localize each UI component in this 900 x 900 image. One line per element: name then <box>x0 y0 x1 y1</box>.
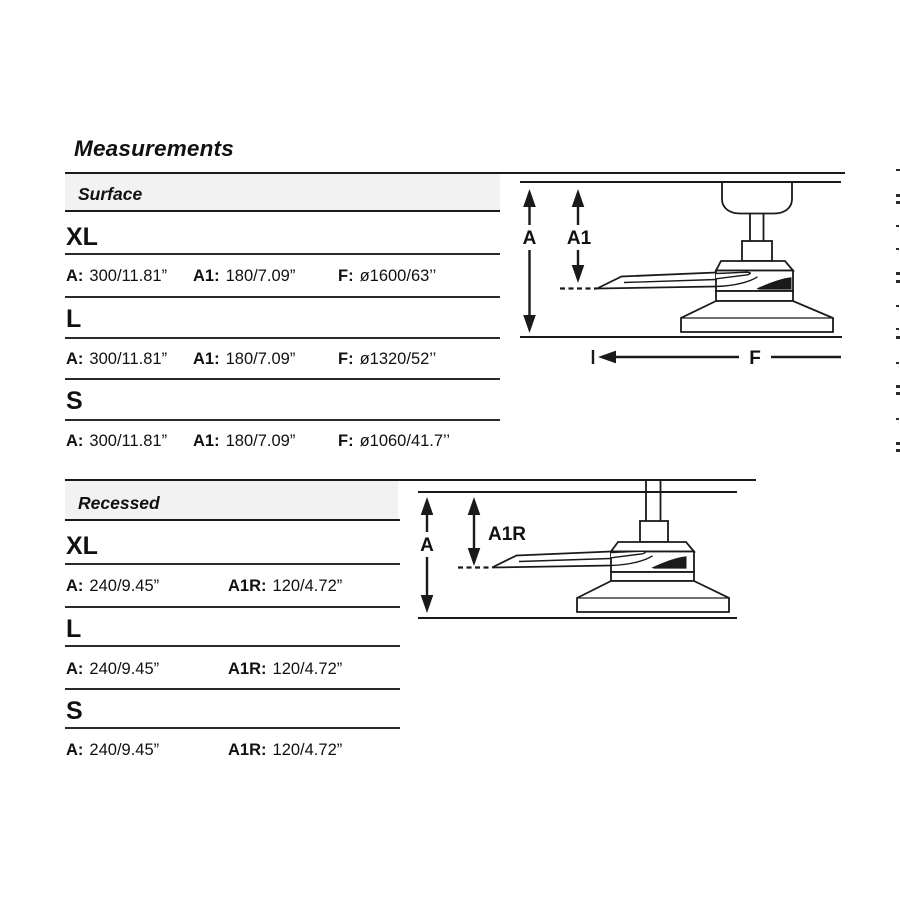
dimension-a <box>523 189 537 333</box>
spec-label: A1R: <box>228 577 267 595</box>
dimension-f <box>593 348 841 369</box>
spec-label: F: <box>338 267 354 285</box>
divider <box>65 688 400 690</box>
surface-header-underline <box>65 210 500 212</box>
size-label-xl: XL <box>66 532 98 560</box>
spec-label: A: <box>66 350 84 368</box>
spec-label: A: <box>66 741 84 759</box>
divider <box>65 419 500 421</box>
spec-value: ø1320/52’’ <box>359 350 437 368</box>
spec-value: 240/9.45” <box>89 741 160 759</box>
spec-value: ø1600/63’’ <box>359 267 437 285</box>
spec-value: 120/4.72” <box>272 577 343 595</box>
diffuser <box>577 581 729 612</box>
arrowhead-down <box>421 595 434 613</box>
spec-label: A1: <box>193 350 220 368</box>
dimension-a1 <box>567 189 592 283</box>
spec-value: 180/7.09” <box>225 267 296 285</box>
spec-value: 180/7.09” <box>225 350 296 368</box>
divider <box>65 606 400 608</box>
divider <box>65 337 500 339</box>
arrowhead-up <box>523 189 536 207</box>
arrowhead-down <box>572 265 585 283</box>
arrowhead-up <box>421 497 434 515</box>
recessed-header-underline <box>65 519 400 521</box>
divider <box>65 727 400 729</box>
arrowhead-left <box>598 351 616 364</box>
arrowhead-down <box>468 548 481 566</box>
spec-label: A1R: <box>228 741 267 759</box>
size-label-s: S <box>66 697 83 725</box>
divider <box>65 253 500 255</box>
dim-label-a1r: A1R <box>488 524 527 545</box>
spec-label: A: <box>66 267 84 285</box>
diffuser <box>681 301 833 332</box>
divider <box>65 563 400 565</box>
spec-value: ø1060/41.7’’ <box>359 432 451 450</box>
dim-label-a: A <box>522 228 537 249</box>
surface-header-label: Surface <box>78 184 143 204</box>
size-label-l: L <box>66 305 82 333</box>
size-label-xl: XL <box>66 223 98 251</box>
arrowhead-down <box>523 315 536 333</box>
spec-label: A: <box>66 432 84 450</box>
spec-value: 300/11.81” <box>89 267 168 285</box>
divider <box>65 296 500 298</box>
dim-label-a1: A1 <box>566 228 592 249</box>
rod-coupler <box>640 521 668 542</box>
spec-label: F: <box>338 350 354 368</box>
surface-mount-diagram <box>500 160 860 380</box>
rod-coupler <box>742 241 772 261</box>
recessed-header-label: Recessed <box>78 493 160 513</box>
divider <box>65 645 400 647</box>
spec-value: 240/9.45” <box>89 577 160 595</box>
spec-label: F: <box>338 432 354 450</box>
motor-top <box>611 542 694 552</box>
spec-label: A: <box>66 577 84 595</box>
spec-value: 120/4.72” <box>272 741 343 759</box>
spec-value: 240/9.45” <box>89 660 160 678</box>
recessed-mount-diagram <box>405 473 770 638</box>
divider <box>65 378 500 380</box>
page-title: Measurements <box>74 136 234 161</box>
size-label-s: S <box>66 387 83 415</box>
spec-label: A1R: <box>228 660 267 678</box>
motor-band <box>716 291 793 301</box>
spec-value: 300/11.81” <box>89 350 168 368</box>
arrowhead-up <box>468 497 481 515</box>
dim-label-f: F <box>749 348 761 369</box>
spec-value: 300/11.81” <box>89 432 168 450</box>
motor-top <box>716 261 793 271</box>
dimension-a <box>420 497 434 613</box>
motor-band <box>611 572 694 581</box>
arrowhead-up <box>572 189 585 207</box>
dim-label-a: A <box>420 535 434 556</box>
spec-label: A1: <box>193 267 220 285</box>
canopy <box>722 183 792 214</box>
spec-label: A: <box>66 660 84 678</box>
spec-value: 180/7.09” <box>225 432 296 450</box>
spec-value: 120/4.72” <box>272 660 343 678</box>
size-label-l: L <box>66 615 82 643</box>
spec-label: A1: <box>193 432 220 450</box>
